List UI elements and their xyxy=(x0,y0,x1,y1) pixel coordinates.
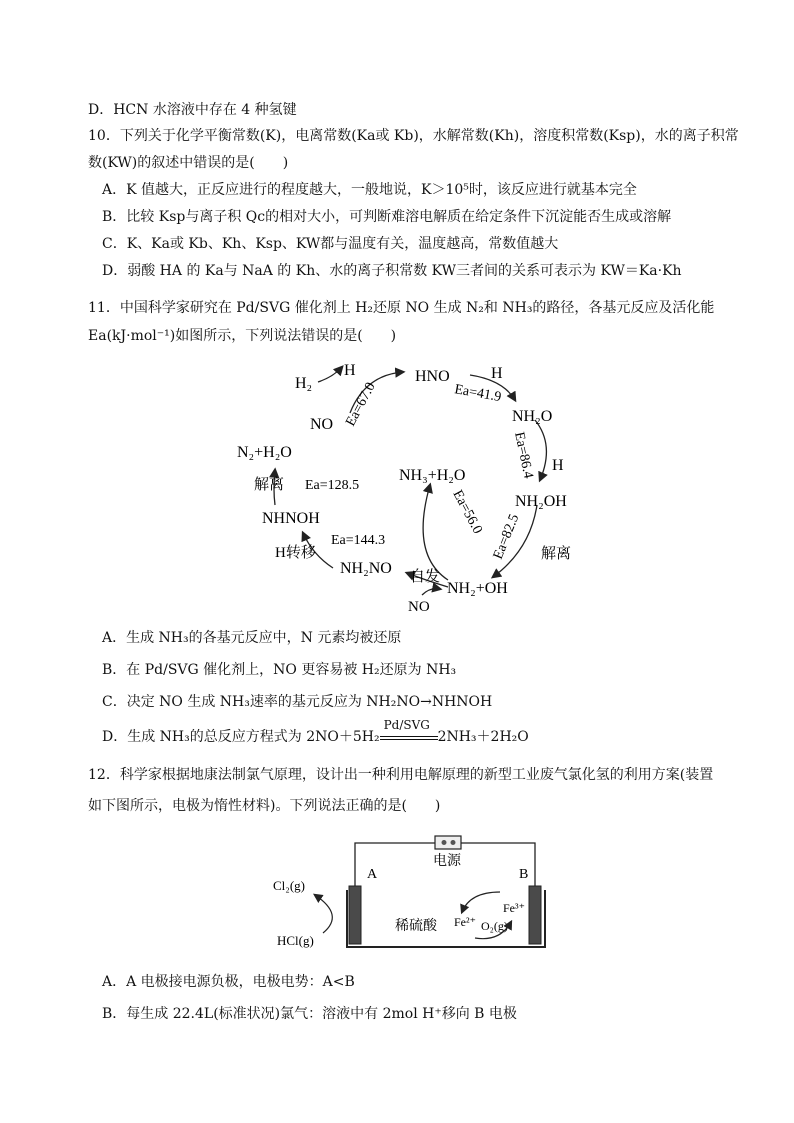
q11-stem-line2: Ea(kJ·mol⁻¹)如图所示，下列说法错误的是( ) xyxy=(88,328,397,344)
q11-stem-line1: 11．中国科学家研究在 Pd/SVG 催化剂上 H₂还原 NO 生成 N₂和 NH₃的路径，各基元反应及活化能 xyxy=(88,300,715,316)
label-fe2: Fe²⁺ xyxy=(454,915,476,929)
label-ea-1285: Ea=128.5 xyxy=(305,478,360,493)
label-acid: 稀硫酸 xyxy=(395,919,437,934)
label-hno: HNO xyxy=(415,368,450,385)
reaction-condition xyxy=(380,718,438,746)
label-h2: H₂ xyxy=(295,375,313,392)
q10-option-b: B．比较 Ksp与离子积 Qc的相对大小，可判断难溶电解质在给定条件下沉淀能否生成或溶解 xyxy=(102,209,672,225)
reaction-pathway-diagram xyxy=(225,355,585,620)
label-no-bottom: NO xyxy=(408,599,430,615)
electrolysis-apparatus-diagram xyxy=(265,830,555,960)
q10-option-a: A．K 值越大，正反应进行的程度越大，一般地说，K＞10⁵时，该反应进行就基本完全 xyxy=(102,182,637,198)
q11-option-a: A．生成 NH₃的各基元反应中，N 元素均被还原 xyxy=(102,630,402,646)
label-ea-864: Ea=86.4 xyxy=(511,430,536,480)
q10-option-c: C．K、Ka或 Kb、Kh、Ksp、KW都与温度有关，温度越高，常数值越大 xyxy=(102,236,559,252)
arrow-h2-to-no xyxy=(318,367,342,382)
label-nhnoh: NHNOH xyxy=(262,510,320,527)
q10-stem-line2: 数(KW)的叙述中错误的是( ) xyxy=(88,155,289,171)
q11-option-d-products: 2NH₃＋2H₂O xyxy=(437,729,529,745)
label-ea-560: Ea=56.0 xyxy=(449,487,485,537)
prev-option-d: D．HCN 水溶液中存在 4 种氢键 xyxy=(88,102,297,118)
label-cl2: Cl₂(g) xyxy=(273,878,305,893)
electrolytic-cell xyxy=(347,890,545,947)
arrow-no-bottom-join xyxy=(422,589,440,595)
label-fe3: Fe³⁺ xyxy=(503,901,525,915)
label-jieli-right: 解离 xyxy=(541,546,572,562)
arrow-nh2o-to-nh2oh xyxy=(535,420,546,480)
q12-option-b: B．每生成 22.4L(标准状况)氯气：溶液中有 2mol H⁺移向 B 电极 xyxy=(102,1006,517,1022)
arrow-fe3-to-fe2 xyxy=(462,892,500,912)
q12-stem-line2: 如下图所示，电极为惰性材料)。下列说法正确的是( ) xyxy=(88,798,441,814)
label-h-top: H xyxy=(344,362,356,379)
label-h-side: H xyxy=(552,457,564,474)
electrode-a xyxy=(349,886,361,944)
label-zifa: 自发 xyxy=(410,569,441,585)
label-nh2oh: NH₂OH xyxy=(515,493,567,510)
label-ea-67: Ea=67.0 xyxy=(343,380,379,429)
label-electrode-a: A xyxy=(367,867,378,882)
label-ea-419: Ea=41.9 xyxy=(453,382,503,406)
q11-option-c: C．决定 NO 生成 NH₃速率的基元反应为 NH₂NO→NHNOH xyxy=(102,694,493,710)
q12-stem-line1: 12．科学家根据地康法制氯气原理，设计出一种利用电解原理的新型工业废气氯化氢的利用方案(装置 xyxy=(88,767,714,783)
label-electrode-b: B xyxy=(519,867,529,882)
label-h-transfer: H转移 xyxy=(275,545,316,561)
label-no-left: NO xyxy=(310,416,334,433)
q10-option-d: D．弱酸 HA 的 Ka与 NaA 的 Kh、水的离子积常数 KW三者间的关系可表示为 KW＝Ka·Kh xyxy=(102,263,682,279)
label-ea-825: Ea=82.5 xyxy=(490,512,523,562)
q12-option-a: A．A 电极接电源负极，电极电势：A<B xyxy=(102,974,355,990)
label-n2h2o: N₂+H₂O xyxy=(237,444,292,461)
label-hcl: HCl(g) xyxy=(277,933,314,948)
q11-option-d-reactants: D．生成 NH₃的总反应方程式为 2NO＋5H₂ xyxy=(102,729,380,745)
q11-option-b: B．在 Pd/SVG 催化剂上，NO 更容易被 H₂还原为 NH₃ xyxy=(102,662,457,678)
label-nh3h2o: NH₃+H₂O xyxy=(399,467,466,484)
label-nh2o: NH₂O xyxy=(512,408,553,425)
label-jieli-left: 解离 xyxy=(254,477,285,493)
catalyst-label: Pd/SVG xyxy=(383,718,430,732)
label-power: 电源 xyxy=(433,854,461,869)
equals-sign xyxy=(380,736,438,740)
label-ea-1443: Ea=144.3 xyxy=(331,533,386,548)
arrow-nh2oh-split-to-nh3 xyxy=(423,485,448,580)
label-nh2-oh: NH₂+OH xyxy=(447,580,508,597)
electrode-b xyxy=(529,886,541,944)
power-supply-icon xyxy=(435,836,461,849)
label-h-right: H xyxy=(491,365,503,382)
q10-stem-line1: 10．下列关于化学平衡常数(K)，电离常数(Ka或 Kb)，水解常数(Kh)，溶度积常数(Ksp)，水的离子积常 xyxy=(88,128,739,144)
label-o2: O₂(g) xyxy=(481,919,508,933)
q11-option-d xyxy=(102,718,529,746)
label-nh2no: NH₂NO xyxy=(340,560,392,577)
arrow-hcl-to-cl2 xyxy=(315,895,332,933)
